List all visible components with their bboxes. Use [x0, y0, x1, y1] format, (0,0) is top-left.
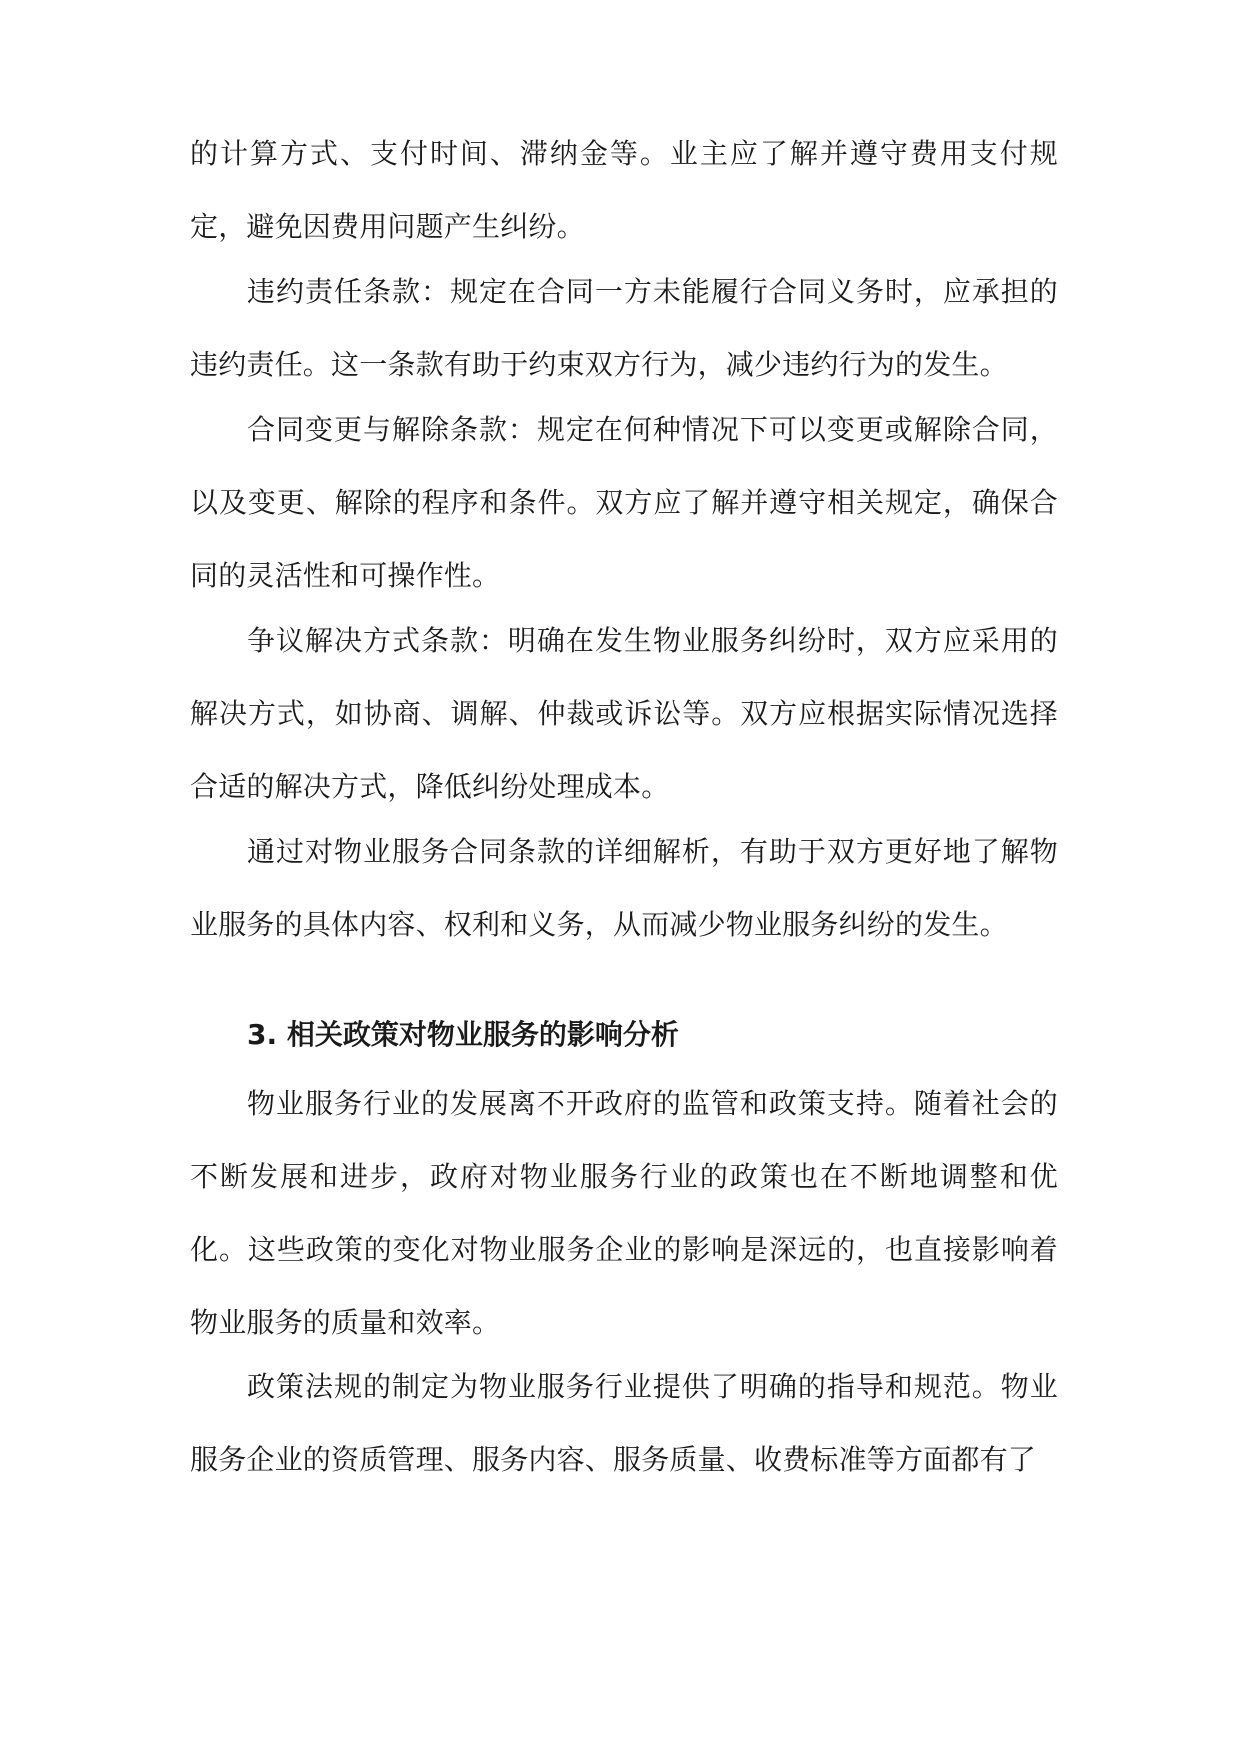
- paragraph-contract-analysis-summary: 通过对物业服务合同条款的详细解析，有助于双方更好地了解物业服务的具体内容、权利和义务，从而减少物业服务纠纷的发生。: [190, 835, 1058, 941]
- paragraph-fee-payment-continued: 的计算方式、支付时间、滞纳金等。业主应了解并遵守费用支付规定，避免因费用问题产生纠纷。: [190, 137, 1058, 243]
- paragraph-breach-liability: 违约责任条款：规定在合同一方未能履行合同义务时，应承担的违约责任。这一条款有助于约束双方行为，减少违约行为的发生。: [190, 275, 1058, 381]
- paragraph-contract-change-termination: 合同变更与解除条款：规定在何种情况下可以变更或解除合同，以及变更、解除的程序和条件。双方应了解并遵守相关规定，确保合同的灵活性和可操作性。: [190, 413, 1058, 592]
- paragraph-policy-support: 物业服务行业的发展离不开政府的监管和政策支持。随着社会的不断发展和进步，政府对物业服务行业的政策也在不断地调整和优化。这些政策的变化对物业服务企业的影响是深远的，也直接影响着物业服务的质量和效率。: [190, 1087, 1058, 1339]
- section-heading: 3. 相关政策对物业服务的影响分析: [247, 1018, 679, 1051]
- paragraph-dispute-resolution: 争议解决方式条款：明确在发生物业服务纠纷时，双方应采用的解决方式，如协商、调解、仲裁或诉讼等。双方应根据实际情况选择合适的解决方式，降低纠纷处理成本。: [190, 624, 1058, 803]
- paragraph-policy-regulation: 政策法规的制定为物业服务行业提供了明确的指导和规范。物业服务企业的资质管理、服务内容、服务质量、收费标准等方面都有了: [190, 1370, 1058, 1476]
